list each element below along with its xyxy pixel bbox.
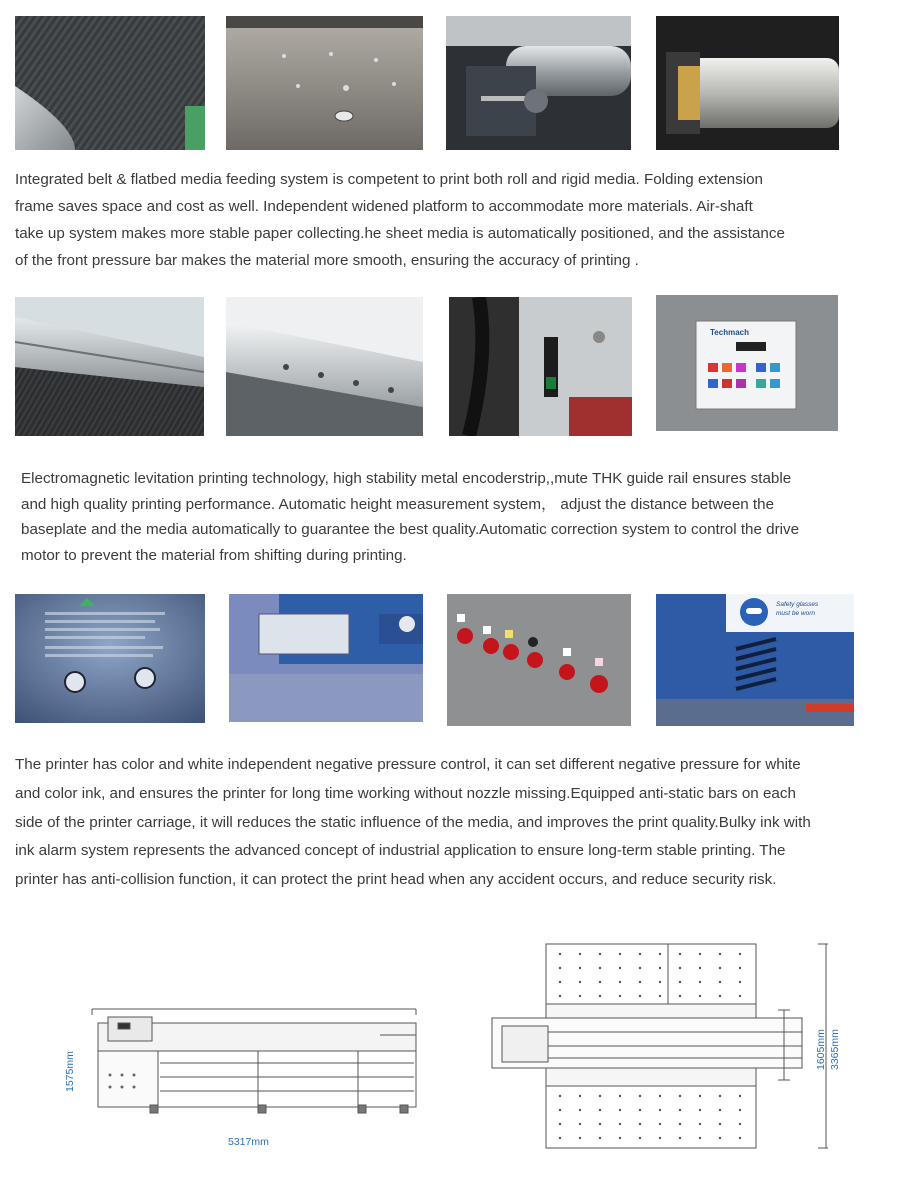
air-shaft-gear-photo [446,16,631,150]
vacuum-hole [719,981,721,983]
vacuum-hole [579,953,581,955]
text-line: motor to prevent the material from shifting during printing. [21,546,407,564]
vacuum-hole [599,953,601,955]
vacuum-hole [679,953,681,955]
safety-cover-photo [656,594,854,726]
top-view-drawing [488,940,828,1152]
vacuum-hole [599,981,601,983]
vacuum-hole [679,1123,681,1125]
vacuum-hole [639,1109,641,1111]
front-view-drawing [80,1005,420,1117]
paragraph-media-feeding [15,166,785,274]
vacuum-hole [719,967,721,969]
vacuum-hole [699,1137,701,1139]
front-height-dimension: 1575mm [64,1051,76,1092]
vacuum-hole [619,1095,621,1097]
vacuum-hole [739,981,741,983]
encoder-strip-photo [226,297,423,436]
vacuum-hole [619,953,621,955]
paragraph-printing-technology [21,466,799,568]
text-line: The printer has color and white independent negative pressure control, it can set different negative pressure for white [15,756,801,773]
sign-text-line: must be worn [776,610,816,617]
vacuum-hole [639,967,641,969]
vacuum-hole [739,1137,741,1139]
vacuum-hole [719,1123,721,1125]
vacuum-hole [619,1137,621,1139]
vacuum-hole [639,981,641,983]
vacuum-hole [599,995,601,997]
vacuum-hole [739,1095,741,1097]
vacuum-hole [559,1137,561,1139]
vacuum-hole [659,995,661,997]
vacuum-hole [559,1109,561,1111]
vacuum-hole [699,995,701,997]
text-line: side of the printer carriage, it will reduces the static influence of the media, and improves the print quality.Bulky ink with [15,813,811,831]
vacuum-hole [699,981,701,983]
vacuum-hole [719,953,721,955]
vacuum-hole [679,1095,681,1097]
vacuum-hole [619,1109,621,1111]
vacuum-hole [599,967,601,969]
text-line: ink alarm system represents the advanced concept of industrial application to ensure long-term stable printing. The [15,842,786,860]
ink-color-valves-photo [447,594,631,726]
vacuum-hole [699,1123,701,1125]
vacuum-hole [579,981,581,983]
negative-pressure-gauge-photo [15,594,205,723]
vacuum-hole [719,1095,721,1097]
vacuum-hole [579,1123,581,1125]
sign-text-line: Safety glasses [776,601,819,608]
vacuum-hole [579,1109,581,1111]
text-line: and color ink, and ensures the printer for long time working without nozzle missing.Equipped anti-static bars on each [15,784,796,802]
vacuum-hole [559,1123,561,1125]
vacuum-hole [659,981,661,983]
vacuum-hole [699,967,701,969]
vacuum-hole [579,967,581,969]
vacuum-hole [639,1095,641,1097]
vacuum-hole [559,953,561,955]
top-inner-depth-dimension: 1605mm [815,1029,827,1070]
vacuum-hole [639,1123,641,1125]
vacuum-hole [599,1137,601,1139]
vacuum-hole [619,967,621,969]
vacuum-hole [739,1109,741,1111]
vacuum-hole [579,1137,581,1139]
take-up-roller-photo [656,16,839,150]
print-carriage-photo [229,594,423,722]
vacuum-hole [659,1095,661,1097]
vacuum-hole [619,995,621,997]
top-outer-depth-dimension: 3365mm [829,1029,841,1070]
vacuum-hole [739,967,741,969]
vacuum-hole [559,967,561,969]
text-line: frame saves space and cost as well. Independent widened platform to accommodate more materials. Air-shaft [15,198,753,215]
height-sensor-photo [449,297,632,436]
vacuum-hole [719,1137,721,1139]
vacuum-platform-photo [226,16,423,150]
vacuum-hole [639,1137,641,1139]
text-line: Electromagnetic levitation printing technology, high stability metal encoderstrip,,mute THK guide rail ensures stable [21,470,792,487]
control-panel-photo [656,295,838,431]
vacuum-hole [659,1137,661,1139]
vacuum-hole [659,953,661,955]
vacuum-hole [679,995,681,997]
vacuum-hole [659,1123,661,1125]
vacuum-hole [699,1109,701,1111]
vacuum-hole [739,1123,741,1125]
vacuum-hole [599,1109,601,1111]
guide-rail-photo [15,297,204,436]
text-line: Integrated belt & flatbed media feeding system is competent to print both roll and rigid media. Folding extension [15,171,763,188]
text-line: take up system makes more stable paper collecting.he sheet media is automatically positioned, and the assistance [15,225,785,242]
vacuum-hole [739,953,741,955]
text-line: and high quality printing performance. Automatic height measurement system， adjust the distance between the [21,495,775,513]
vacuum-hole [659,1109,661,1111]
carbon-fiber-roller-photo [15,16,205,150]
vacuum-hole [579,995,581,997]
text-line: printer has anti-collision function, it can protect the print head when any accident occurs, and reduce security risk. [15,871,777,889]
front-width-dimension: 5317mm [228,1136,269,1148]
vacuum-hole [639,995,641,997]
vacuum-hole [579,1095,581,1097]
vacuum-hole [639,953,641,955]
vacuum-hole [739,995,741,997]
vacuum-hole [699,953,701,955]
vacuum-hole [679,1137,681,1139]
vacuum-hole [719,1109,721,1111]
text-line: baseplate and the media automatically to guarantee the best quality.Automatic correction system to control the drive [21,521,800,538]
panel-brand-text: Techmach [710,328,749,337]
vacuum-hole [679,981,681,983]
vacuum-hole [679,1109,681,1111]
vacuum-hole [679,967,681,969]
vacuum-hole [599,1123,601,1125]
vacuum-hole [559,981,561,983]
vacuum-hole [619,1123,621,1125]
vacuum-hole [659,967,661,969]
paragraph-negative-pressure [15,751,811,895]
vacuum-hole [719,995,721,997]
vacuum-hole [599,1095,601,1097]
vacuum-hole [559,1095,561,1097]
text-line: of the front pressure bar makes the material more smooth, ensuring the accuracy of printing . [15,252,639,269]
vacuum-hole [559,995,561,997]
vacuum-hole [699,1095,701,1097]
vacuum-hole [619,981,621,983]
